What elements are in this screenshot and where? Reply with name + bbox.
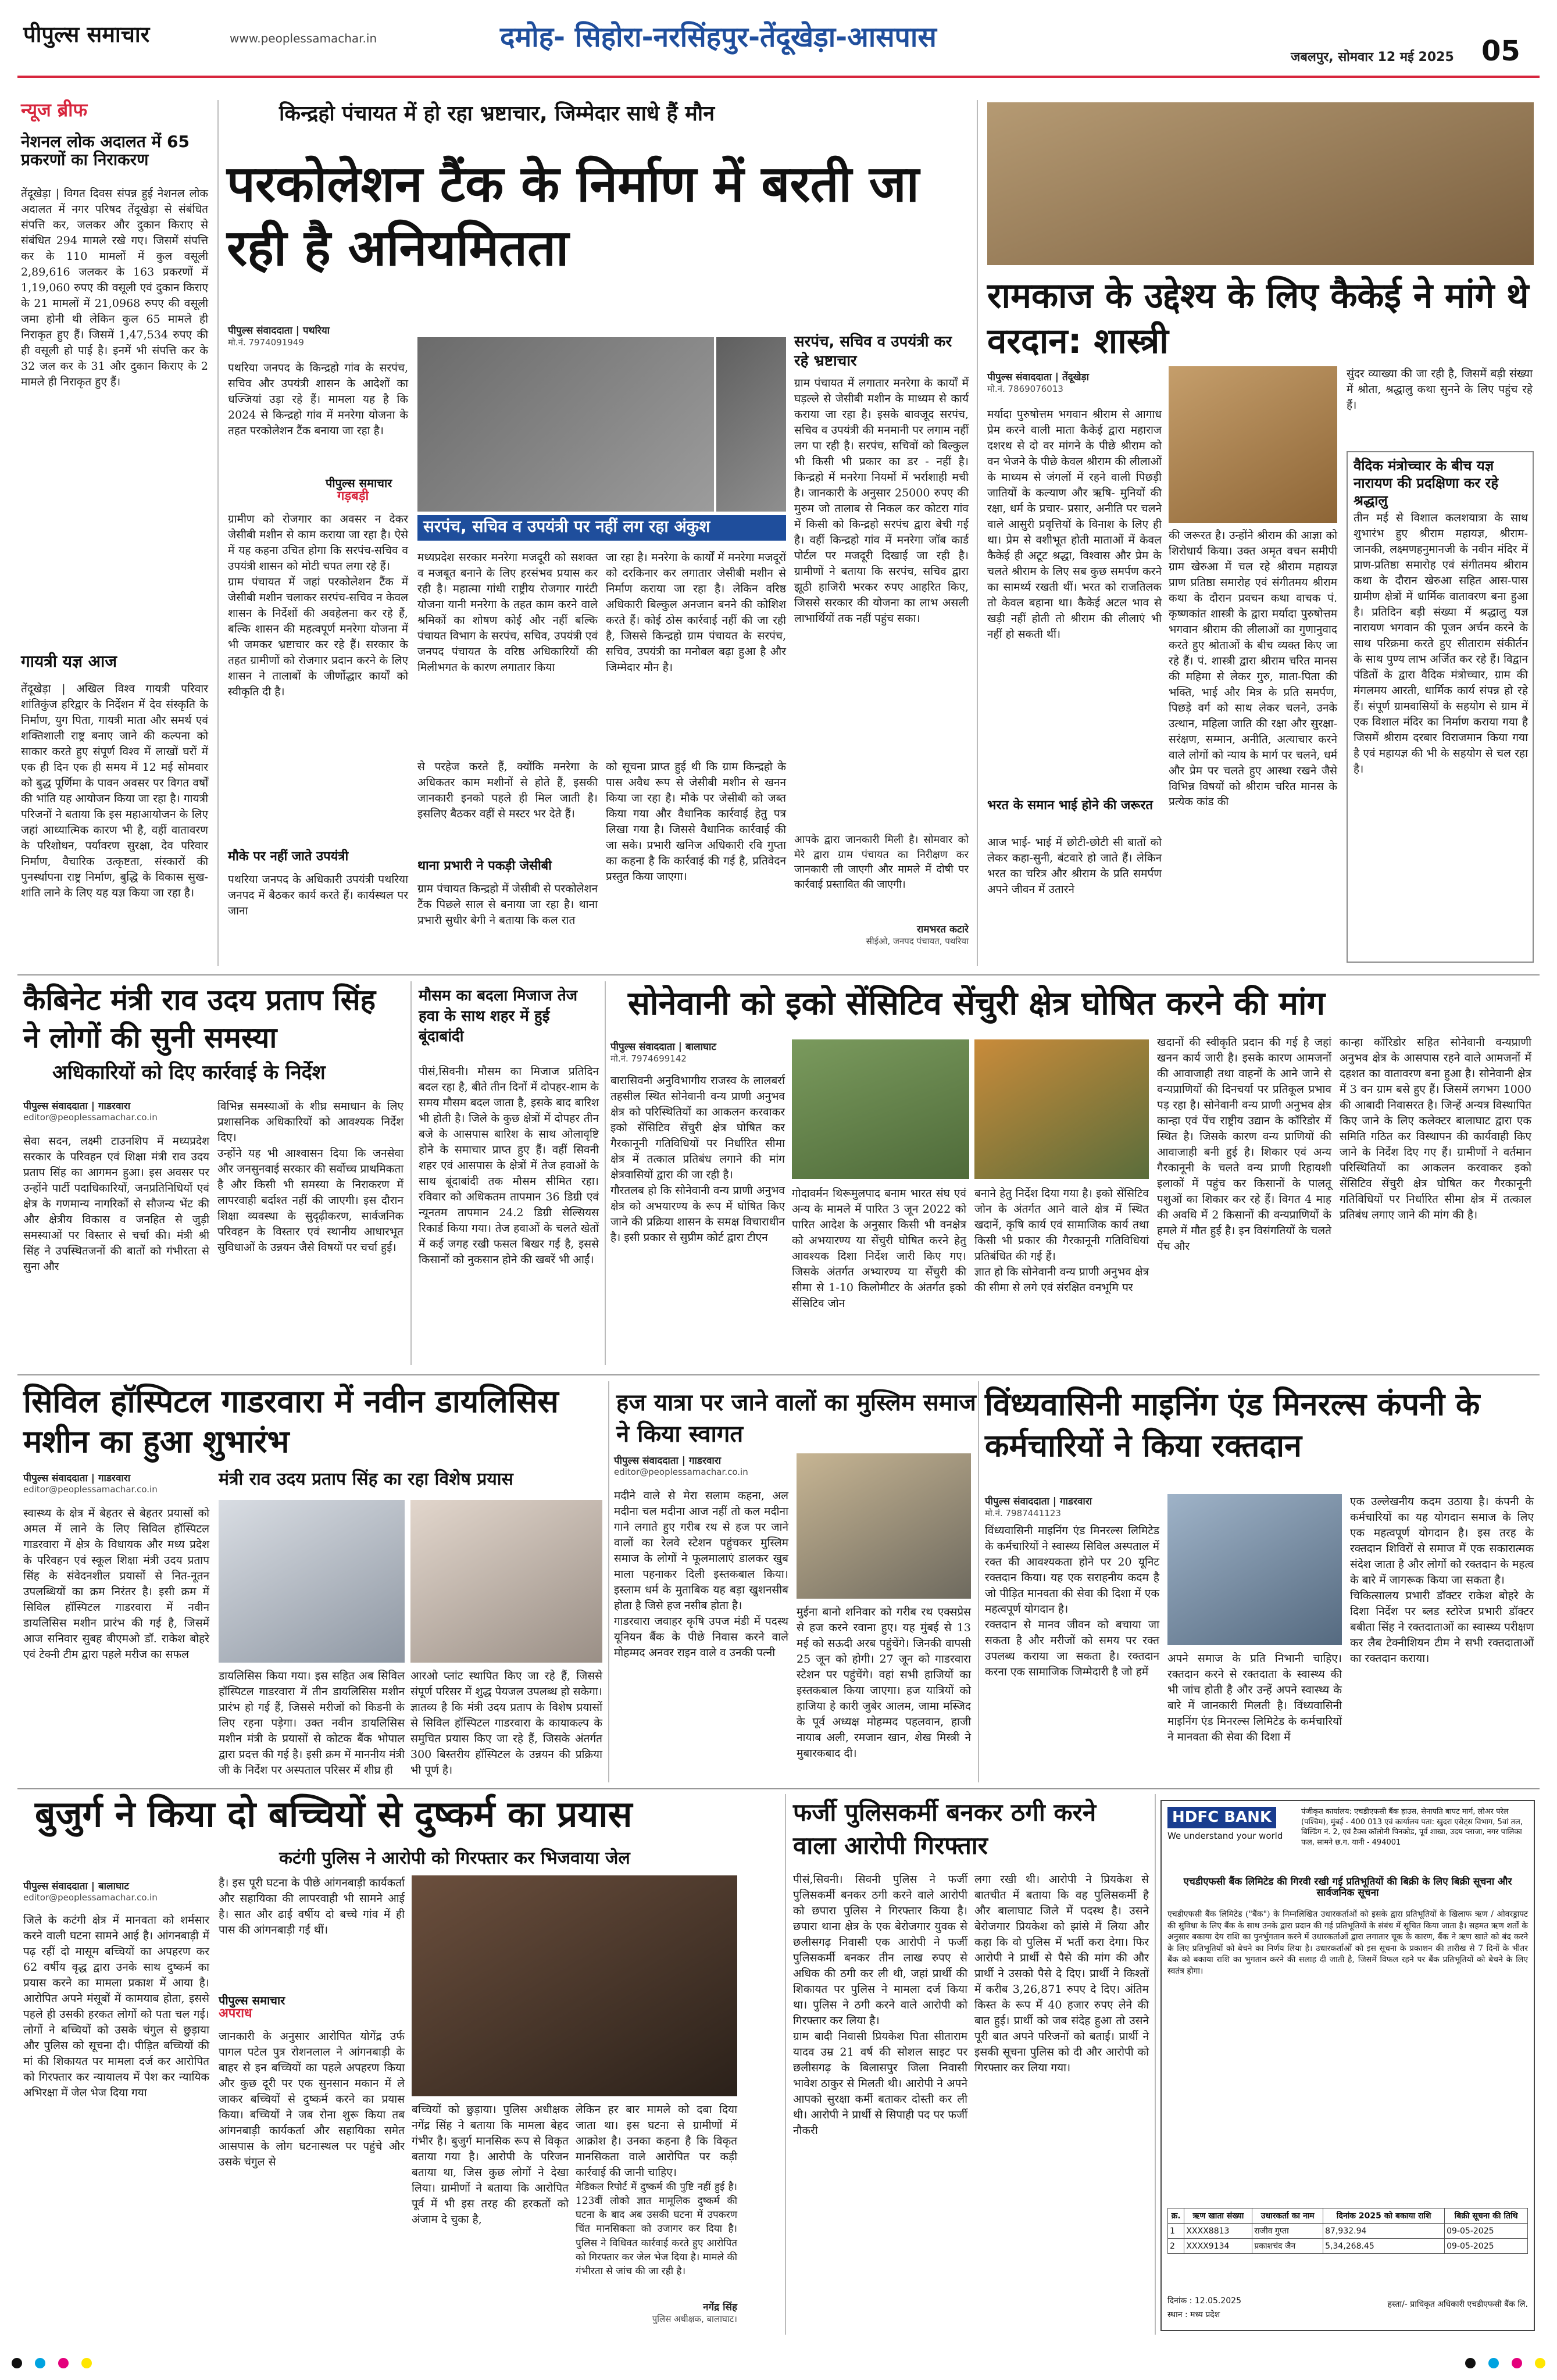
sonewani-col3: बनाने हेतु निर्देश दिया गया है। इको सेंसिटिव जोन के अंतर्गत आने वाले क्षेत्र में स्थित खदानें, कृषि कार्य एवं सामाजिक कार्य तथा किसी भी प्रकार की गैरकानूनी गतिविधियां प्रतिबंधित की गई हैं। ज्ञात हो कि सोनेवानी वन्य प्राणी अनुभव क्षेत्र की सीमा से लगे एवं संरक्षित वनभूमि पर xyxy=(974,1187,1149,1294)
byline-email[interactable]: editor@peoplessamachar.co.in xyxy=(614,1467,748,1477)
table-cell: 09-05-2025 xyxy=(1445,2224,1528,2239)
paper-logo-tag xyxy=(326,477,419,512)
column-rule xyxy=(1155,1794,1156,2335)
lead-quote-attribution xyxy=(794,922,969,947)
yagya-box xyxy=(1347,451,1534,963)
table-header-row xyxy=(1168,2209,1528,2224)
table-cell: XXXX8813 xyxy=(1184,2224,1252,2239)
masthead-site[interactable]: www.peoplessamachar.in xyxy=(230,31,377,45)
brief-body-2: तेंदूखेड़ा | अखिल विश्व गायत्री परिवार शांतिकुंज हरिद्वार के निर्देशन में देव संस्कृति के निर्माण, युग पिता, गायत्री माता और समर्थ एवं शक्तिशाली राष्ट्र बनाए जाने की कल्पना को साकार करते हुए संपूर्ण विश्व में लाखों घरों में एक ही दिन एक ही समय में 12 मई सोमवार को बुद्ध पूर्णिमा के पावन अवसर पर विगत वर्षों की भांति यह आयोजन किया जा रहा है। गायत्री परिजनों ने बताया कि इस महाआयोजन के लिए जहां आध्यात्मिक कारण भी है, वहीं वातावरण के परिशोधन, पर्यावरण सुरक्षा, देव परिवार निर्माण, वैचारिक उत्कृष्टता, संस्कारों की पुनर्स्थापना राष्ट्र निर्माण, बुद्धि के विकास सुख- शांति लाने के लिए यह यज्ञ किया जा रहा है। xyxy=(21,682,212,899)
dateline: जबलपुर, सोमवार 12 मई 2025 xyxy=(1291,50,1454,65)
section-rule xyxy=(17,1788,1540,1789)
byline-name: पीपुल्स संवाददाता | गाडरवारा xyxy=(614,1455,722,1467)
sonewani-byline xyxy=(610,1039,785,1064)
hospital-photo-2 xyxy=(410,1500,602,1663)
notice-place: स्थान : मध्य प्रदेश xyxy=(1167,2310,1220,2320)
lead-col3: जा रहा है। मनरेगा के कार्यों में मनरेगा मजदूरों को दरकिनार कर लगातार जेसीबी मशीन से निर्माण कराया जा रहा है। लेकिन वरिष्ठ अधिकारी बिल्कुल अनजान बनने की कोशिश करते हैं। कोई ठोस कार्रवाई नहीं की जा रही है, जिससे किन्द्रहो ग्राम पंचायत के सरपंच, सचिव, उपयंत्री का मनोबल बढ़ा हुआ है और जिम्मेदार मौन है। xyxy=(606,551,790,674)
table-header: उधारकर्ता का नाम xyxy=(1252,2209,1323,2224)
table-cell: XXXX9134 xyxy=(1184,2239,1252,2254)
section-title: दमोह- सिहोरा-नरसिंहपुर-तेंदूखेड़ा-आसपास xyxy=(500,21,937,53)
hdfc-notice xyxy=(1160,1800,1535,2331)
dialysis-col2: डायलिसिस किया गया। इस सहित अब सिविल हॉस्पिटल गाडरवारा में तीन डायलिसिस मशीन प्रारंभ हो गई हैं, जिससे मरीजों को किडनी के लिए रहना पड़ेगा। उक्त नवीन डायलिसिस मशीन मंत्री के प्रयासों से कोटक बैंक भोपाल द्वारा प्रदत्त की गई है। इसी क्रम में माननीय मंत्री जी के निर्देश पर अस्पताल परिसर में शीघ्र ही xyxy=(219,1670,409,1777)
blood-donation-photo xyxy=(1167,1494,1342,1645)
table-cell: प्रकाशचंद जैन xyxy=(1252,2239,1323,2254)
haj-byline xyxy=(614,1453,800,1477)
byline-name: पीपुल्स संवाददाता | बालाघाट xyxy=(610,1041,716,1053)
ramkaj-byline xyxy=(987,370,1162,395)
notice-date: दिनांक : 12.05.2025 xyxy=(1167,2296,1241,2306)
hdfc-logo xyxy=(1167,1807,1295,1853)
lead-headline: परकोलेशन टैंक के निर्माण में बरती जा रही है अनियमितता xyxy=(227,155,919,278)
mining-byline xyxy=(985,1494,1159,1519)
table-cell: 2 xyxy=(1168,2239,1184,2254)
ramkaj-col1b: आज भाई- भाई में छोटी-छोटी सी बातों को लेकर कहा-सुनी, बंटवारे हो जाते हैं। लेकिन भरत का चरित्र और श्रीराम के प्रति समर्पण अपने जीवन में उतारने xyxy=(987,836,1166,896)
sonewani-col4: खदानों की स्वीकृति प्रदान की गई है जहां खनन कार्य जारी है। इसके कारण आमजनों की आवाजाही तथा वाहनों के आने जाने से वन्यप्राणियों की दिनचर्या पर प्रतिकूल प्रभाव पड़ रहा है। सोनेवानी वन्य प्राणी अनुभव क्षेत्र कान्हा एवं पेंच राष्ट्रीय उद्यान के कॉरिडोर में स्थित है। जिसके कारण वन्य प्राणियों की आवाजाही बनी हुई है। शिकार एवं अन्य गैरकानूनी के चलते वन्य प्राणी रिहायशी इलाकों में पहुंच कर किसानों के पालतू पशुओं का शिकार कर रहे हैं। विगत 4 माह की अवधि में 2 किसानों की वन्यप्राणियों के हमले में मौत हुई है। इन विसंगतियों के चलते पेंच और xyxy=(1157,1036,1335,1253)
notice-address: पंजीकृत कार्यालय: एचडीएफसी बैंक हाउस, सेनापति बापट मार्ग, लोअर परेल (पश्चिम), मुंबई - 400 013 एवं कार्यालय पता: खुदरा एसेट्स विभाग, 5वां तल, बिल्डिंग नं. 2, एवं टैक्स कॉलोनी पिनकोड, पूर्व शाखा, उदय प्लाजा, नगर पालिका फल, सामने छ.ग. यानी - 494001 xyxy=(1301,1807,1523,1847)
sonewani-headline: सोनेवानी को इको सेंसिटिव सेंचुरी क्षेत्र घोषित करने की मांग xyxy=(628,985,1326,1023)
abuse-deck: कटंगी पुलिस ने आरोपी को गिरफ्तार कर भिजवाया जेल xyxy=(279,1848,630,1868)
lead-quote: आपके द्वारा जानकारी मिली है। सोमवार को मेरे द्वारा ग्राम पंचायत का निरीक्षण कर जानकारी ली जाएगी और मामले में दोषी पर कार्रवाई प्रस्तावित की जाएगी। xyxy=(794,834,972,891)
weather-body: पीसं,सिवनी। मौसम का मिजाज प्रतिदिन बदल रहा है, बीते तीन दिनों में दोपहर-शाम के समय मौसम बदल जाता है, इसके बाद बारिश भी होती है। जिले के कुछ क्षेत्रों में दोपहर तीन बजे के आसपास बारिश के साथ ओलावृष्टि होने के समाचार प्राप्त हुए हैं। वहीं सिवनी शहर एवं आसपास के क्षेत्रों में तेज हवाओं के साथ बूंदाबांदी तक मौसम सीमित रहा। रविवार को अधिकतम तापमान 36 डिग्री एवं न्यूनतम तापमान 24.2 डिग्री सेल्सियस रिकार्ड किया गया। तेज हवाओं के चलते खेतों में कई जगह रखी फसल बिखर गई है, इससे किसानों को नुकसान होने की खबरें भी आईं। xyxy=(419,1065,603,1266)
column-rule xyxy=(978,1381,979,1782)
column-rule xyxy=(605,981,606,1365)
lead-col1: ग्रामीण को रोजगार का अवसर न देकर जेसीबी मशीन से काम कराया जा रहा है। ऐसे में यह कहना उचित होगा कि सरपंच-सचिव व उपयंत्री शासन को मोटी चपत लगा रहे हैं। ग्राम पंचायत में जहां परकोलेशन टैंक में जेसीबी मशीन चलाकर सरपंच-सचिव न केवल शासन के निर्देशों की अवहेलना कर रहे हैं, बल्कि शासन की महत्वपूर्ण मनरेगा योजना में भी जमकर भ्रष्टाचार कर रहे हैं। सरकार के तहत ग्रामीणों को रोजगार प्रदान करने के लिए शासन ने तालाबों के जीर्णोद्धार कार्यों को स्वीकृति दी है। xyxy=(228,513,408,698)
ramkaj-crowd-photo xyxy=(987,102,1534,265)
section-rule xyxy=(17,974,1540,975)
abuse-quote-attribution xyxy=(576,2300,737,2325)
lead-kicker: किन्द्रहो पंचायत में हो रहा भ्रष्टाचार, जिम्मेदार साधे हैं मौन xyxy=(279,102,715,126)
ramkaj-col2: की जरूरत है। उन्होंने श्रीराम की आज्ञा को शिरोधार्य किया। उक्त अमृत वचन समीपी ग्राम खेरुआ में चल रहे श्रीराम महायज्ञ प्राण प्रतिष्ठा समारोह एवं संगीतमय श्रीराम कथा के दौरान प्रवचन कथा वाचक पं. कृष्णकांत शास्त्री के द्वारा मर्यादा पुरुषोत्तम भगवान श्रीराम की लीलाओं का गुणानुवाद करते हुए श्रोताओं के बीच व्यक्त किए जा रहे हैं। पं. शास्त्री द्वारा श्रीराम चरित मानस की महिमा से लेकर गुरु, माता-पिता की भक्ति, भाई और मित्र के प्रति समर्पण, पिछड़े वर्ग को साथ लेकर चलने, उनके उत्थान, महिला जाति की रक्षा और सुरक्षा- सरंक्षण, सम्मान, अनीति, अत्याचार करने वाले लोगों को न्याय के मार्ग पर चलने, धर्म और प्रेम पर चलते हुए आस्था रखने जैसे विभिन्न विषयों को श्रीराम चरित मानस के प्रत्येक कांड की xyxy=(1169,529,1341,809)
lead-col1b: पथरिया जनपद के अधिकारी उपयंत्री पथरिया जनपद में बैठकर कार्य करते हैं। कार्यस्थल पर जाना xyxy=(228,873,412,917)
sonewani-col1: बारासिवनी अनुविभागीय राजस्व के लालबर्रा तहसील स्थित सोनेवानी वन्य प्राणी अनुभव क्षेत्र को परिस्थितियों का आकलन करवाकर इको सेंसिटिव सेंचुरी क्षेत्र घोषित कर गैरकानूनी गतिविधियों पर निर्धारित सीमा क्षेत्र में तत्काल प्रतिबंध लगाने की मांग क्षेत्रवासियों द्वारा की जा रही है। गौरतलब हो कि सोनेवानी वन्य प्राणी अनुभव क्षेत्र को अभयारण्य के रूप में घोषित किए जाने की प्रक्रिया शासन के समक्ष विचाराधीन है। इसी प्रकार से सुप्रीम कोर्ट द्वारा टीएन xyxy=(610,1074,785,1244)
abuse-col3: बच्चियों को छुड़ाया। पुलिस अधीक्षक नगेंद्र सिंह ने बताया कि मामला बेहद गंभीर है। बुजुर्ग मानसिक रूप से विकृत बताया गया है। आरोपी के परिजन बताया था, जिस कुछ लोगों ने देखा लिया। ग्रामीणों ने बताया कि आरोपित पूर्व में भी इस तरह की हरकतों को अंजाम दे चुका है, xyxy=(412,2103,573,2226)
abuse-col4: लेकिन हर बार मामले को दबा दिया जाता था। इस घटना से ग्रामीणों में आक्रोश है। उनका कहना है कि विकृत मानसिकता वाले आरोपित पर कड़ी कार्रवाई की जानी चाहिए। xyxy=(576,2103,741,2179)
masthead-rule xyxy=(17,76,1540,78)
brief-body-1: तेंदूखेड़ा | विगत दिवस संपन्न हुई नेशनल लोक अदालत में नगर परिषद तेंदूखेड़ा से संबंधित संपत्ति कर, जलकर और दुकान किराए से संबंधित 294 मामले रखे गए। जिसमें संपत्ति कर के 110 मामलों में कुल वसूली 2,89,616 जलकर के 163 प्रकरणों में 1,19,060 रुपए की वसूली एवं दुकान किराए के 21 मामलों में 21,0968 रुपए की वसूली जमा होनी थी लेकिन कुल 65 मामले ही निराकृत हुए हैं। जिसमें 1,47,534 रुपए की ही वसूली हो पाई है। इनमें भी संपत्ति कर के 32 जल कर के 31 और दुकान किराए के 2 मामले ही निराकृत हुए हैं। xyxy=(21,187,212,388)
notice-signature: हस्ता/- प्राधिकृत अधिकारी एचडीएफसी बैंक लि. xyxy=(1387,2300,1528,2309)
column-rule xyxy=(217,100,219,966)
preacher-photo xyxy=(1169,366,1337,523)
masthead xyxy=(0,0,1557,76)
crime-tag xyxy=(219,1994,405,2023)
byline-mobile: मो.नं. 7987441123 xyxy=(985,1508,1061,1518)
abuse-quote: मेडिकल रिपोर्ट में दुष्कर्म की पुष्टि नहीं हुई है। 123वीं लोको ज्ञात मामूलिक दुष्कर्म की घटना के बाद अब उसकी घटना में उपकरण चिंत मानसिकता को उजागर कर दिया है। पुलिस ने विधिवत कार्रवाई करते हुए आरोपित को गिरफ्तार कर जेल भेज दिया है। मामले की गंभीरता से जांच की जा रही है। xyxy=(576,2181,741,2277)
byline-name: पीपुल्स संवाददाता | गाडरवारा xyxy=(23,1473,131,1484)
lead-col2b: से परहेज करते हैं, क्योंकि मनरेगा के अधिकतर काम मशीनों से होते हैं, इसकी जानकारी इनको पहले ही मिल जाती है। इसलिए बैठकर वहीं से मस्टर भर देते हैं। xyxy=(417,760,602,820)
notice-title: एचडीएफसी बैंक लिमिटेड की गिरवी रखी गई प्रतिभूतियों की बिक्री के लिए बिक्री सूचना और सार्वजनिक सूचना xyxy=(1183,1876,1512,1899)
lead-col2c: ग्राम पंचायत किन्द्रहो में जेसीबी से परकोलेशन टैंक पिछले साल से बनाया जा रहा है। थाना प्रभारी सुधीर बेगी ने बताया कि कल रात xyxy=(417,882,602,927)
ramkaj-subhead: भरत के समान भाई होने की जरूरत xyxy=(987,798,1153,813)
byline-name: पीपुल्स संवाददाता | गाडरवारा xyxy=(23,1100,131,1112)
hospital-photo-1 xyxy=(219,1500,405,1663)
sonewani-col5: कान्हा कॉरिडोर सहित सोनेवानी वन्यप्राणी अनुभव क्षेत्र के आसपास रहने वाले आमजनों में दहशत का वातावरण बना हुआ है। सोनेवानी क्षेत्र में 3 वन ग्राम बसे हुए हैं। जिसमें लगभग 1000 की आबादी निवासरत है। जिन्हें अन्यत्र विस्थापित किए जाने के लिए कलेक्टर बालाघाट द्वारा एक समिति गठित कर विस्थापन की कार्यवाही किए जाने के निर्देश दिए गए हैं। ग्रामीणों ने वर्तमान परिस्थितियों का आकलन करवाकर इको सेंसिटिव सेंचुरी क्षेत्र घोषित कर गैरकानूनी गतिविधियों पर निर्धारित सीमा क्षेत्र में तत्काल प्रतिबंध लगाए जाने की मांग की है। xyxy=(1340,1036,1535,1221)
lead-col3b: को सूचना प्राप्त हुई थी कि ग्राम किन्द्रहो के पास अवैध रूप से जेसीबी मशीन से खनन किया जा रहा है। मौके पर जेसीबी को जब्त किया गया और वैधानिक कार्रवाई हेतु पत्र लिखा गया है। जिससे वैधानिक कार्रवाई की जा सके। प्रभारी खनिज अधिकारी रवि गुप्ता का कहना है कि कार्रवाई की गई है, प्रतिवेदन प्रस्तुत किया जाएगा। xyxy=(606,760,790,883)
lead-banner: सरपंच, सचिव व उपयंत्री पर नहीं लग रहा अंकुश xyxy=(417,515,786,541)
cabinet-col1: सेवा सदन, लक्ष्मी टाउनशिप में मध्यप्रदेश सरकार के परिवहन एवं शिक्षा मंत्री राव उदय प्रताप सिंह का आगमन हुआ। इस अवसर पर उन्होंने पार्टी पदाधिकारियों, जनप्रतिनिधियों एवं क्षेत्र के गणमान्य नागरिकों से सौजन्य भेंट की और क्षेत्रीय विकास व जनहित से जुड़ी समस्याओं पर विस्तार से चर्चा की। मंत्री श्री सिंह ने उपस्थितजनों की बातों को गंभीरता से सुना और xyxy=(23,1135,213,1273)
quote-role: पुलिस अधीक्षक, बालाघाट। xyxy=(652,2314,737,2324)
abuse-byline xyxy=(23,1879,209,1903)
weather-headline: मौसम का बदला मिजाज तेज हवा के साथ शहर में हुई बूंदाबांदी xyxy=(419,987,578,1046)
abuse-col2b: जानकारी के अनुसार आरोपित योगेंद्र उर्फ पागल पटेल पुत्र रोशनलाल ने आंगनबाड़ी के बाहर से इन बच्चियों का पहले अपहरण किया और कुछ दूरी पर एक सुनसान मकान में ले जाकर बच्चियों से दुष्कर्म करने का प्रयास किया। बच्चियों ने जब रोना शुरू किया तब आंगनबाड़ी कार्यकर्ता और सहायिका समेत आसपास के लोग घटनास्थल पर पहुंचे और उसके चंगुल से xyxy=(219,2030,409,2168)
column-rule xyxy=(977,100,978,966)
table-header: क्र. xyxy=(1168,2209,1184,2224)
cabinet-col2: विभिन्न समस्याओं के शीघ्र समाधान के लिए प्रशासनिक अधिकारियों को आवश्यक निर्देश दिए। उन्होंने यह भी आश्वासन दिया कि जनसेवा और जनसुनवाई सरकार की सर्वोच्च प्राथमिकता है और किसी भी समस्या के निराकरण में लापरवाही बर्दाश्त नहीं की जाएगी। इस दौरान शिक्षा व्यवस्था के सुदृढ़ीकरण, सार्वजनिक परिवहन के विस्तार एवं स्थानीय आधारभूत सुविधाओं के उन्नयन जैसे विषयों पर चर्चा हुई। xyxy=(217,1100,403,1254)
byline-email[interactable]: editor@peoplessamachar.co.in xyxy=(23,1892,158,1903)
quote-role: सीईओ, जनपद पंचायत, पथरिया xyxy=(866,936,969,946)
abuse-headline: बुजुर्ग ने किया दो बच्चियों से दुष्कर्म का प्रयास xyxy=(35,1793,633,1835)
fake-police-headline: फर्जी पुलिसकर्मी बनकर ठगी करने वाला आरोपी गिरफ्तार xyxy=(793,1798,1097,1860)
brief-label: न्यूज ब्रीफ xyxy=(21,99,88,121)
byline-email[interactable]: editor@peoplessamachar.co.in xyxy=(23,1112,158,1123)
registration-mark xyxy=(58,2358,69,2368)
dialysis-deck: मंत्री राव उदय प्रताप सिंह का रहा विशेष प्रयास xyxy=(219,1469,513,1489)
column-rule xyxy=(410,981,412,1365)
registration-mark xyxy=(1465,2358,1476,2368)
byline-name: पीपुल्स संवाददाता | पथरिया xyxy=(228,325,330,337)
lead-subhead-1: मौके पर नहीं जाते उपयंत्री xyxy=(228,849,349,864)
brief-headline-2: गायत्री यज्ञ आज xyxy=(21,652,117,671)
table-header: दिनांक 2025 को बकाया राशि xyxy=(1323,2209,1445,2224)
ramkaj-col1: मर्यादा पुरुषोत्तम भगवान श्रीराम से आगाध प्रेम करने वाली माता कैकेई द्वारा महाराज दशरथ से दो वर मांगने के पीछे श्रीराम को वन भेजने के पीछे केवल श्रीराम की लीलाओं के माध्यम से जंगलों में रहने वाली पिछड़ी जातियों के कल्याण और ऋषि- मुनियों की रक्षा, धर्म के प्रचार- प्रसार, अनीति पर चलने वाले आसुरी प्रवृत्तियों के विनाश के लिए ही था। प्रेम से वशीभूत होती माताओं में केवल कैकेई ही अटूट श्रद्धा, विश्वास और प्रेम के चलते श्रीराम के लिए सब कुछ समर्पण करने का सामर्थ्य रखती थीं। भरत को राजतिलक तो केवल बहाना था। कैकेई अटल भाव से खड़ी नहीं होती तो श्रीराम की लीलाएं भी नहीं हो सकती थीं। xyxy=(987,408,1166,641)
table-header: ऋण खाता संख्या xyxy=(1184,2209,1252,2224)
tag-label: गड़बड़ी xyxy=(337,489,369,504)
byline-mobile: मो.नं. 7869076013 xyxy=(987,384,1063,394)
haj-welcome-photo xyxy=(797,1453,971,1599)
yagya-box-headline: वैदिक मंत्रोच्चार के बीच यज्ञ नारायण की प्रदक्षिणा कर रहे श्रद्धालु xyxy=(1354,458,1499,509)
section-rule xyxy=(17,1374,1540,1375)
registration-mark xyxy=(1535,2358,1545,2368)
bank-tagline: We understand your world xyxy=(1167,1831,1283,1842)
haj-col1: मदीने वाले से मेरा सलाम कहना, अल मदीना चल मदीना आज नहीं तो कल मदीना गाने लगाते हुए गरीब रथ से हज पर जाने वालों का रेलवे स्टेशन पहुंचकर मुस्लिम समाज के लोगों ने फूलमालाएं डालकर खुब माला पहनाकर दिली इस्तकबाल किया। इस्लाम धर्म के मुताबिक यह बड़ा खुशनसीब होता है जिसे हज नसीब होता है। गाडरवारा जवाहर कृषि उपज मंडी में पदस्थ यूनियन बैंक के पीछे निवास करने वाले मोहम्मद अनवर राइन वाले व उनकी पत्नी xyxy=(614,1489,788,1659)
field-photo xyxy=(716,337,786,512)
tag-logo: पीपुल्स समाचार xyxy=(219,1993,285,2007)
abuse-col2: है। इस पूरी घटना के पीछे आंगनबाड़ी कार्यकर्ता और सहायिका की लापरवाही भी सामने आई है। सात और ढाई वर्षीय दो बच्चे गांव में ही पास की आंगनबाड़ी गई थीं। xyxy=(219,1877,409,1936)
table-cell: 87,932.94 xyxy=(1323,2224,1445,2239)
tag-logo: पीपुल्स समाचार xyxy=(326,476,392,490)
bank-name: HDFC BANK xyxy=(1167,1807,1276,1828)
table-cell: 1 xyxy=(1168,2224,1184,2239)
table-row xyxy=(1168,2239,1528,2254)
byline-name: पीपुल्स संवाददाता | बालाघाट xyxy=(23,1881,129,1892)
table-cell: राजीव गुप्ता xyxy=(1252,2224,1323,2239)
tiger-photo xyxy=(974,1039,1149,1179)
haj-col2: मुईना बानो शनिवार को गरीब रथ एक्सप्रेस से हज करने रवाना हुए। यह मुंबई से 13 मई को सऊदी अरब पहुंचेंगे। जिनकी वापसी 25 जून को होगी। 27 जून को गाडरवारा स्टेशन पर पहुंचेंगे। वहां सभी हाजियों का इस्तकबाल किया जाएगा। हज यात्रियों को हाजिया हे कारी जुबेर आलम, जामा मस्जिद के पूर्व अध्यक्ष मोहम्मद पहलवान, हाजी नायाब अली, रमजान खान, शेख मिस्त्री ने मुबारकबाद दी। xyxy=(797,1606,975,1760)
lead-intro: पथरिया जनपद के किन्द्रहो गांव के सरपंच, सचिव और उपयंत्री शासन के आदेशों का धज्जियां उड़ा रहे हैं। मामला यह है कि 2024 से किन्द्रहो गांव में मनरेगा योजना के तहत परकोलेशन टैंक बनाया जा रहा है। xyxy=(228,362,412,437)
print-registration-bar xyxy=(0,2354,1557,2372)
byline-name: पीपुल्स संवाददाता | गाडरवारा xyxy=(985,1496,1092,1507)
ramkaj-headline: रामकाज के उद्देश्य के लिए कैकेई ने मांगे थे वरदान: शास्त्री xyxy=(987,276,1529,362)
notice-table xyxy=(1167,2208,1528,2254)
byline-name: पीपुल्स संवाददाता | तेंदूखेड़ा xyxy=(987,371,1090,383)
mining-col3: एक उल्लेखनीय कदम उठाया है। कंपनी के कर्मचारियों का यह योगदान समाज के लिए एक महत्वपूर्ण योगदान है। इस तरह के रक्तदान शिविरों से समाज में एक सकारात्मक संदेश जाता है और लोगों को रक्तदान के महत्व के बारे में जागरूक किया जा सकता है। चिकित्सालय प्रभारी डॉक्टर राकेश बोहरे के दिशा निर्देश पर ब्लड स्टोरेज प्रभारी डॉक्टर बबीता सिंह ने रक्तदाताओं का स्वास्थ्य परीक्षण कर लैब टेक्नीशियन टीम ने सभी रक्तदाताओं का रक्तदान कराया। xyxy=(1350,1495,1534,1665)
column-rule xyxy=(608,1381,609,1782)
cabinet-deck: अधिकारियों को दिए कार्रवाई के निर्देश xyxy=(52,1061,326,1084)
brief-headline-1: नेशनल लोक अदालत में 65 प्रकरणों का निराकरण xyxy=(21,132,190,170)
notice-body: एचडीएफसी बैंक लिमिटेड ("बैंक") के निम्नलिखित उधारकर्ताओं को इसके द्वारा प्रतिभूतियों के खिलाफ ऋण / ओवरड्राफ्ट की सुविधा के लिए बैंक के साथ उनके द्वारा प्रदान की गई प्रतिभूतियों के संबंध में सूचित किया जाता है। सहमत ऋण शर्तों के अनुसार बकाया देय राशि का पुनर्भुगतान करने में उधारकर्ताओं द्वारा लगातार चूक के कारण, बैंक ने ऋण खाते को बंद करने के लिए प्रतिभूतियों को बेचने का निर्णय लिया है। उधारकर्ताओं को इस सूचना के प्रकाशन की तारीख से 7 दिनों के भीतर बैंक को बकाया राशि का भुगतान करने की सलाह दी जाती है, जिसमें विफल रहने पर बैंक प्रतिभूतियों को बेचने के लिए स्वतंत्र होगा। xyxy=(1167,1910,1531,1976)
page-number: 05 xyxy=(1481,35,1520,67)
lead-side-body: ग्राम पंचायत में लगातार मनरेगा के कार्यों में घड़ल्ले से जेसीबी मशीन के माध्यम से कार्य कराया जा रहा है। इसके बावजूद सरपंच, सचिव व उपयंत्री की मनमानी पर लगाम नहीं लग पा रही है। सरपंच, सचिवों को बिल्कुल भी किसी भी प्रकार का डर - नहीं है। किन्द्रहो में मनरेगा नियमों में भर्राशाही मची है। जानकारी के अनुसार 25000 रुपए की मुरुम जो तालाब से निकल कर कोटरा गांव में किसी को किन्द्रहो सरपंच द्वारा बेची गई है। वहीं किन्द्रहो गांव में मनरेगा जॉब कार्ड पोर्टल पर मजदूरी दिखाई जा रही है। ग्रामीणों ने बताया कि सरपंच, सचिव द्वारा झूठी हाजिरी भरकर रुपए आहरित किए, जिससे सरकार की योजना का लाभ असली लाभार्थियों तक नहीं पहुंच सका। xyxy=(794,377,973,625)
forest-gate-photo xyxy=(792,1039,969,1179)
quote-name: रामभरत कटारे xyxy=(916,924,969,935)
registration-mark xyxy=(12,2358,22,2368)
mining-col2: अपने समाज के प्रति निभानी चाहिए। रक्तदान करने से रक्तदाता के स्वास्थ्य की भी जांच होती है और उन्हें अपने स्वास्थ्य के बारे में जानकारी मिलती है। विंध्यवासिनी माइनिंग एंड मिनरल्स लिमिटेड के कर्मचारियों ने मानवता की सेवा की दिशा में xyxy=(1167,1652,1346,1743)
fake-police-col2: लगा रखी थी। आरोपी ने प्रियकेश से बातचीत में बताया कि वह पुलिसकर्मी है और बालाघाट जिले में पदस्थ है। उसने बेरोजगार प्रियकेश को झांसे में लिया और कहा कि वो पुलिस में भर्ती करा देगा। फिर आरोपी ने प्रार्थी से पैसे की मांग की और प्रार्थी ने उसको पैसे दे दिए। प्रार्थी ने किश्तों में करीब 3,26,871 रुपए दे दिए। अंतिम किस्त के रूप में 40 हजार रुपए लेने की बात हुई। प्रार्थी को जब संदेह हुआ तो उसने पूरी बात अपने परिजनों को बताई। प्रार्थी ने इसकी सूचना पुलिस को दी और आरोपी को गिरफ्तार कर लिया गया। xyxy=(974,1873,1153,2074)
lead-subhead-2: थाना प्रभारी ने पकड़ी जेसीबी xyxy=(417,859,552,873)
abuse-col1: जिले के कटंगी क्षेत्र में मानवता को शर्मसार करने वाली घटना सामने आई है। आंगनबाड़ी में पढ़ रहीं दो मासूम बच्चियों का अपहरण कर 62 वर्षीय वृद्ध द्वारा उनके साथ दुष्कर्म का प्रयास करने का मामला प्रकाश में आया है। आरोपित अपने मंसूबों में कामयाब होता, इससे पहले ही उसकी हरकत लोगों को पता चल गई। लोगों ने बच्चियों को उसके चंगुल से छुड़ाया और पुलिस को सूचना दी। पीड़ित बच्चियों की मां की शिकायत पर मामला दर्ज कर आरोपित को गिरफ्तार कर न्यायालय में पेश कर न्यायिक अभिरक्षा में जेल भेज दिया गया xyxy=(23,1914,213,2099)
dialysis-col3: आरओ प्लांट स्थापित किए जा रहे हैं, जिससे संपूर्ण परिसर में शुद्ध पेयजल उपलब्ध हो सकेगा। ज्ञातव्य है कि मंत्री उदय प्रताप के विशेष प्रयासों से सिविल हॉस्पिटल गाडरवारा के कायाकल्प के समुचित प्रयास किए जा रहे हैं, जिसके अंतर्गत 300 बिस्तरीय हॉस्पिटल के उन्नयन की प्रक्रिया भी पूर्ण है। xyxy=(410,1670,606,1777)
lead-byline xyxy=(228,323,402,348)
ramkaj-col3: सुंदर व्याख्या की जा रही है, जिसमें बड़ी संख्या में श्रोता, श्रद्धालु कथा सुनने के लिए पहुंच रहे हैं। xyxy=(1347,367,1537,412)
child-photo xyxy=(412,1875,737,2096)
yagya-box-body: तीन मई से विशाल कलशयात्रा के साथ शुभारंभ हुए श्रीराम महायज्ञ, श्रीराम- जानकी, लक्ष्मणहनुमानजी के नवीन मंदिर में प्राण-प्रतिष्ठा समारोह एवं संगीतमय श्रीराम कथा के दौरान खेरुआ सहित आस-पास ग्रामीण क्षेत्रों में धार्मिक वातावरण बना हुआ है। प्रतिदिन बड़ी संख्या में श्रद्धालु यज्ञ नारायण भगवान की पूजन अर्चन करने के साथ परिक्रमा करते हुए सीताराम संकीर्तन के साथ पुण्य लाभ अर्जित कर रहे हैं। विद्वान पंडितों के द्वारा वैदिक मंत्रोच्चार, ग्राम की मंगलमय आरती, धार्मिक कार्य संपन्न हो रहे हैं। संपूर्ण ग्रामवासियों के सहयोग से ग्राम में एक विशाल मंदिर का निर्माण कराया गया है जिसमें श्रीराम दरबार विराजमान किया गया है एवं महायज्ञ की भी के सहयोग से चल रहा है। xyxy=(1354,512,1532,776)
byline-mobile: मो.नं. 7974699142 xyxy=(610,1053,687,1064)
fake-police-col1: पीसं,सिवनी। सिवनी पुलिस ने फर्जी पुलिसकर्मी बनकर ठगी करने वाले आरोपी को छपारा पुलिस ने गिरफ्तार किया है। छपारा थाना क्षेत्र के एक बेरोजगार युवक से छलीसगढ़ निवासी एक आरोपी ने फर्जी पुलिसकर्मी बनकर तीन लाख रुपए से अधिक की ठगी कर ली थी, जहां प्रार्थी की शिकायत पर पुलिस ने मामला दर्ज किया था। पुलिस ने ठगी करने वाले आरोपी को गिरफ्तार कर लिया है। ग्राम बादी निवासी प्रियकेश पिता सीताराम यादव उम्र 21 वर्ष की सोशल साइट पर छलीसगढ़ के बिलासपुर जिला निवासी भावेश ठाकुर से मिलती थी। आरोपी ने अपने आपको सुरक्षा कर्मी बताकर दोस्ती कर ली थी। आरोपी ने प्रार्थी से सिपाही पद पर फर्जी नौकरी xyxy=(793,1873,967,2137)
cabinet-headline: कैबिनेट मंत्री राव उदय प्रताप सिंह ने लोगों की सुनी समस्या xyxy=(23,983,376,1055)
dialysis-byline xyxy=(23,1471,209,1495)
quote-name: नगेंद्र सिंह xyxy=(703,2302,737,2313)
table-header: बिक्री सूचना की तिथि xyxy=(1445,2209,1528,2224)
haj-headline: हज यात्रा पर जाने वालों का मुस्लिम समाज ने किया स्वागत xyxy=(616,1389,976,1448)
table-cell: 09-05-2025 xyxy=(1445,2239,1528,2254)
dialysis-col1: स्वास्थ्य के क्षेत्र में बेहतर से बेहतर प्रयासों को अमल में लाने के लिए सिविल हॉस्पिटल गाडरवारा में क्षेत्र के विधायक और मध्य प्रदेश के परिवहन एवं स्कूल शिक्षा मंत्री उदय प्रताप सिंह के संवेदनशील प्रयासों से नित-नूतन उपलब्धियों का क्रम निरंतर है। इसी क्रम में सिविल हॉस्पिटल गाडरवारा में नवीन डायलिसिस मशीन प्रारंभ की गई है, जिसमें आज सनिवार सुबह बीएमओ डॉ. राकेश बोहरे एवं टेक्नी टीम द्वारा पहले मरीज का सफल xyxy=(23,1507,213,1661)
news-brief-column xyxy=(21,99,212,965)
registration-mark xyxy=(1488,2358,1499,2368)
lead-col2: मध्यप्रदेश सरकार मनरेगा मजदूरी को सशक्त व मजबूत बनाने के लिए हरसंभव प्रयास कर रही है। महात्मा गांधी राष्ट्रीय रोजगार गारंटी योजना यानी मनरेगा के तहत काम करने वाले श्रमिकों का शोषण कोई और नहीं बल्कि पंचायत विभाग के सरपंच, सचिव, उपयंत्री एवं जनपद पंचायत के वरिष्ठ अधिकारियों की मिलीभगत के कारण लगातार किया xyxy=(417,551,602,674)
mining-headline: विंध्यवासिनी माइनिंग एंड मिनरल्स कंपनी के कर्मचारियों ने किया रक्तदान xyxy=(985,1386,1480,1464)
mining-col1: विंध्यवासिनी माइनिंग एंड मिनरल्स लिमिटेड के कर्मचारियों ने स्वास्थ्य सिविल अस्पताल में रक्त की आवश्यकता होने पर 20 यूनिट रक्तदान किया। यह एक सराहनीय कदम है जो पीड़ित मानवता की सेवा की दिशा में एक महत्वपूर्ण योगदान है। रक्तदान से मानव जीवन को बचाया जा सकता है और मरीजों को समय पर रक्त उपलब्ध कराया जा सकता है। रक्तदान करना एक सामाजिक जिम्मेदारी है जो हमें xyxy=(985,1524,1160,1678)
byline-mobile: मो.नं. 7974091949 xyxy=(228,337,304,348)
dialysis-headline: सिविल हॉस्पिटल गाडरवारा में नवीन डायलिसिस मशीन का हुआ शुभारंभ xyxy=(23,1383,559,1460)
byline-email[interactable]: editor@peoplessamachar.co.in xyxy=(23,1484,158,1495)
jcb-machine-photo xyxy=(417,337,714,512)
cabinet-byline xyxy=(23,1099,209,1123)
table-cell: 5,34,268.45 xyxy=(1323,2239,1445,2254)
tag-label: अपराध xyxy=(219,2006,252,2021)
sonewani-col2: गोदावर्मन थिरूमुलपाद बनाम भारत संघ एवं अन्य के मामले में पारित 3 जून 2022 को पारित आदेश के अनुसार किसी भी वनक्षेत्र को अभयारण्य या सेंचुरी घोषित करने हेतु आवश्यक दिशा निर्देश जारी किए गए। जिसके अंतर्गत अभ्यारण्य या सेंचुरी की सीमा से 1-10 किलोमीटर के अंतर्गत इको सेंसिटिव जोन xyxy=(792,1187,970,1310)
masthead-logo: पीपुल्स समाचार xyxy=(23,22,150,47)
registration-mark xyxy=(1512,2358,1522,2368)
registration-mark xyxy=(35,2358,45,2368)
table-row xyxy=(1168,2224,1528,2239)
column-rule xyxy=(785,1794,786,2335)
lead-side-headline: सरपंच, सचिव व उपयंत्री कर रहे भ्रष्टाचार xyxy=(794,333,952,370)
registration-mark xyxy=(81,2358,92,2368)
